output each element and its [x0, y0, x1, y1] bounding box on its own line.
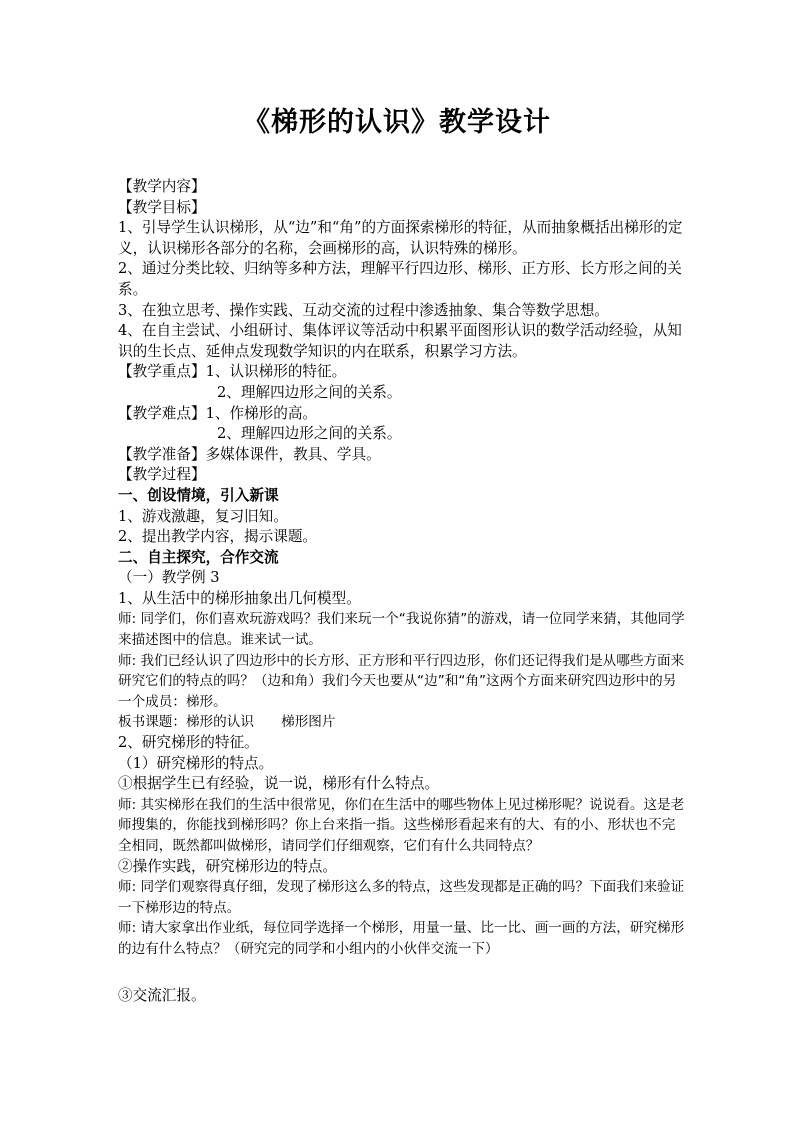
teacher-line-1: 师: 同学们，你们喜欢玩游戏吗？我们来玩一个“我说你猜”的游戏，请一位同学来猜，其他同学来描述图中的信息。谁来试一试。 — [118, 611, 685, 649]
heading-goals: 【教学目标】 — [118, 198, 206, 216]
section-2-item-2: 2、研究梯形的特征。 — [118, 734, 259, 752]
section-2-item-1: 1、从生活中的梯形抽象出几何模型。 — [118, 589, 361, 607]
section-2-title: 二、自主探究，合作交流 — [118, 548, 279, 566]
key-point-1: 【教学重点】1、认识梯形的特征。 — [118, 363, 347, 381]
section-2-example: （一）教学例 3 — [118, 569, 220, 587]
section-1-item-2: 2、提出教学内容，揭示课题。 — [118, 528, 318, 546]
step-2: ②操作实践，研究梯形边的特点。 — [118, 857, 337, 875]
page-title: 《梯形的认识》教学设计 — [243, 107, 551, 138]
preparation: 【教学准备】多媒体课件，教具、学具。 — [118, 445, 381, 463]
difficulty-1: 【教学难点】1、作梯形的高。 — [118, 404, 318, 422]
step-1: ①根据学生已有经验，说一说，梯形有什么特点。 — [118, 775, 440, 793]
key-point-2: 2、理解四边形之间的关系。 — [217, 383, 402, 401]
difficulty-2: 2、理解四边形之间的关系。 — [217, 425, 402, 443]
goal-4: 4、在自主尝试、小组研讨、集体评议等活动中积累平面图形认识的数学活动经验，从知识的生长点、延伸点发现数学知识的内在联系，积累学习方法。 — [118, 322, 682, 360]
blank-gap — [118, 960, 688, 986]
section-2-sub-1: （1）研究梯形的特点。 — [118, 754, 274, 772]
teacher-line-5: 师: 请大家拿出作业纸，每位同学选择一个梯形，用量一量、比一比、画一画的方法，研究梯形的边有什么特点？（研究完的同学和小组内的小伙伴交流一下） — [118, 920, 685, 957]
teacher-line-3: 师: 其实梯形在我们的生活中很常见，你们在生活中的哪些物体上见过梯形呢？说说看。这是老师搜集的，你能找到梯形吗？你上台来指一指。这些梯形看起来有的大、有的小、形状也不完全相同，既然都叫做梯形，请同学们仔细观察，它们有什么共同特点？ — [118, 796, 685, 854]
heading-process: 【教学过程】 — [118, 466, 206, 484]
teacher-line-2: 师: 我们已经认识了四边形中的长方形、正方形和平行四边形，你们还记得我们是从哪些方面来研究它们的特点的吗？（边和角）我们今天也要从“边”和“角”这两个方面来研究四边形中的另一个成员：梯形。 — [118, 652, 685, 710]
goal-1: 1、引导学生认识梯形，从“边”和“角”的方面探索梯形的特征，从而抽象概括出梯形的定义，认识梯形各部分的名称，会画梯形的高，认识特殊的梯形。 — [118, 219, 683, 257]
step-3: ③交流汇报。 — [118, 986, 206, 1004]
goal-2: 2、通过分类比较、归纳等多种方法，理解平行四边形、梯形、正方形、长方形之间的关系。 — [118, 260, 682, 298]
section-1-title: 一、创设情境，引入新课 — [118, 486, 279, 504]
heading-content: 【教学内容】 — [118, 178, 206, 195]
goal-3: 3、在独立思考、操作实践、互动交流的过程中渗透抽象、集合等数学思想。 — [118, 301, 609, 319]
section-1-item-1: 1、游戏激趣，复习旧知。 — [118, 507, 288, 525]
board-note: 板书课题：梯形的认识 梯形图片 — [118, 714, 336, 731]
document-body — [118, 177, 688, 1006]
teacher-line-4: 师: 同学们观察得真仔细，发现了梯形这么多的特点，这些发现都是正确的吗？下面我们来验证一下梯形边的特点。 — [118, 879, 685, 916]
